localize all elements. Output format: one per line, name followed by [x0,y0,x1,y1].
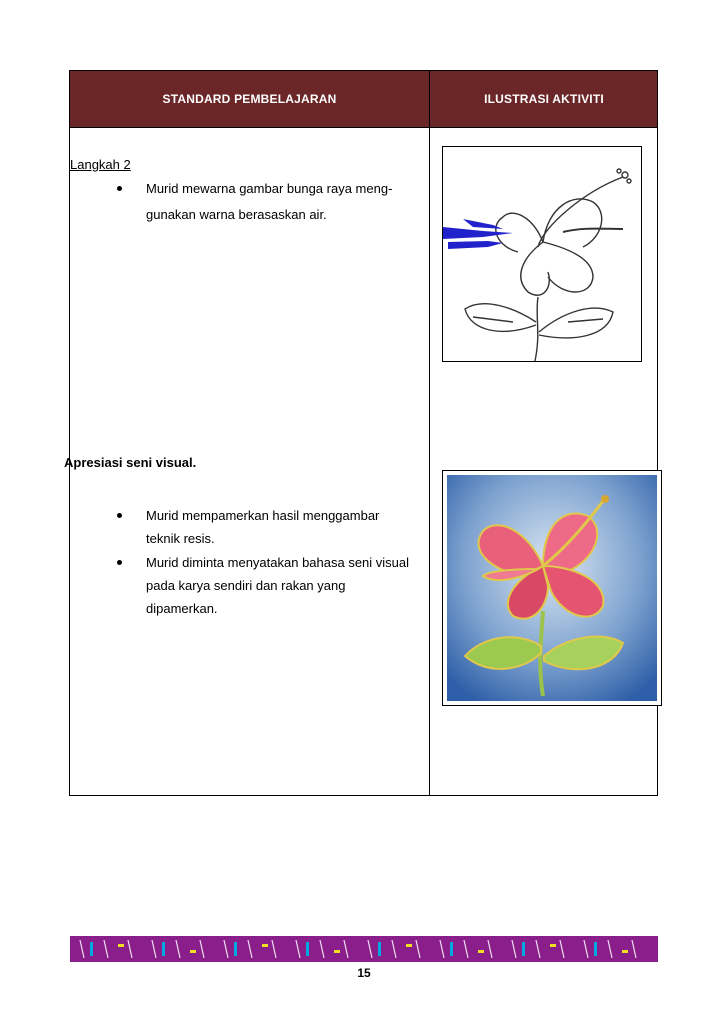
illustration-watercolor [442,470,662,706]
bullet-text: pada karya sendiri dan rakan yang [146,578,346,593]
header-standard-pembelajaran: STANDARD PEMBELAJARAN [162,92,337,106]
header-ilustrasi-aktiviti: ILUSTRASI AKTIVITI [484,92,604,106]
bullet-point [117,186,122,191]
bullet-point [117,560,122,565]
column-divider [429,71,430,795]
bullet-text: dipamerkan. [146,601,218,616]
decorative-footer-band [70,936,658,962]
hibiscus-line-drawing-icon [443,147,641,361]
illustration-line-drawing [442,146,642,362]
bullet-text: gunakan warna berasaskan air. [146,207,327,222]
bullet-text: teknik resis. [146,531,215,546]
bullet-text: Murid diminta menyatakan bahasa seni visual [146,555,410,570]
pattern-icon [70,936,658,962]
bullet-point [117,513,122,518]
langkah-heading: Langkah 2 [70,157,131,172]
table-header [70,71,657,128]
apresiasi-heading: Apresiasi seni visual. [64,455,197,470]
page-number: 15 [357,966,371,980]
bullet-text: Murid mempamerkan hasil menggambar [146,508,380,523]
bullet-text: Murid mewarna gambar bunga raya meng- [146,181,393,196]
hibiscus-watercolor-icon [443,471,661,705]
lesson-table [64,70,658,796]
